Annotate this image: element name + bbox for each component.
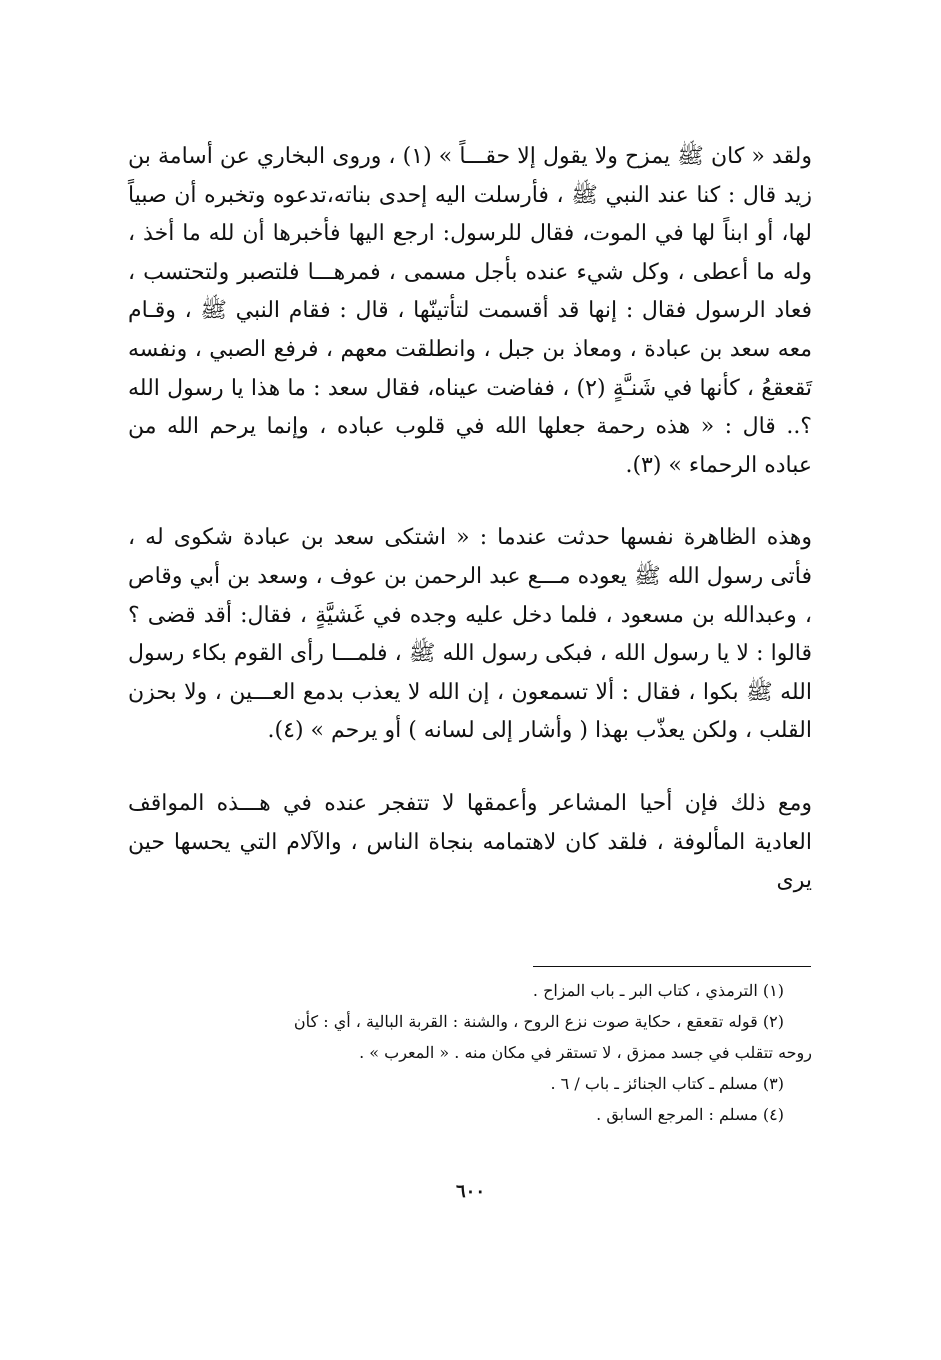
page-number: ٦٠٠ [455, 1181, 485, 1202]
paragraph-1: ولقد « كان ﷺ يمزح ولا يقول إلا حقـــاً » (١) ، وروى البخاري عن أسامة بن زيد قال : كنا عند النبي ﷺ ، فأرسلت اليه إحدى بناته،تدعوه وتخبره أن صبياً لها، أو ابناً لها في الموت، فقال للرسول: ارجع اليها فأخبرها أن لله ما أخذ ، وله ما أعطى ، وكل شيء عنده بأجل مسمى ، فمرهـــا فلتصبر ولتحتسب ، فعاد الرسول فقال : إنها قد أقسمت لتأتينّها ، قال : فقام النبي ﷺ ، وقـام معه سعد بن عبادة ، ومعاذ بن جبل ، وانطلقت معهم ، فرفع الصبي ، ونفسه تَقعقعُ ، كأنها في شَنـَّةٍ (٢) ، ففاضت عيناه، فقال سعد : ما هذا يا رسول الله ؟.. قال : « هذه رحمة جعلها الله في قلوب عباده ، وإنما يرحم الله من عباده الرحماء » (٣). [128, 144, 812, 478]
footnote-1: (١) الترمذي ، كتاب البر ـ باب المزاح . [532, 981, 784, 1000]
footnote-2-continuation: روحه تتقلب في جسد ممزق ، لا تستقر في مكان منه . « المعرب » . [359, 1043, 812, 1062]
footnotes [128, 975, 812, 1130]
footnote-3: (٣) مسلم ـ كتاب الجنائز ـ باب / ٦ . [550, 1074, 784, 1093]
paragraph-2: وهذه الظاهرة نفسها حدثت عندما : « اشتكى سعد بن عبادة شكوى له ، فأتى رسول الله ﷺ يعوده مـــع عبد الرحمن بن عوف ، وسعد بن أبي وقاص ، وعبدالله بن مسعود ، فلما دخل عليه وجده في غَشيَّةٍ ، فقال: أقد قضى ؟ قالوا : لا يا رسول الله ، فبكى رسول الله ﷺ ، فلمـــا رأى القوم بكاء رسول الله ﷺ بكوا ، فقال : ألا تسمعون ، إن الله لا يعذب بدمع العـــين ، ولا بحزن القلب ، ولكن يعذّب بهذا ( وأشار إلى لسانه ) أو يرحم » (٤). [128, 525, 812, 744]
footnote-divider [533, 966, 811, 967]
paragraph-3: ومع ذلك فإن أحيا المشاعر وأعمقها لا تتفجر عنده في هـــذه المواقف العادية المألوفة ، فلقد كان لاهتمامه بنجاة الناس ، والآلام التي يحسها حين يرى [128, 790, 812, 894]
footnote-4: (٤) مسلم : المرجع السابق . [596, 1105, 784, 1124]
footnote-2: (٢) قوله تقعقع ، حكاية صوت نزع الروح ، والشنة : القربة البالية ، أي : كأن [293, 1012, 784, 1031]
main-text [128, 138, 812, 901]
